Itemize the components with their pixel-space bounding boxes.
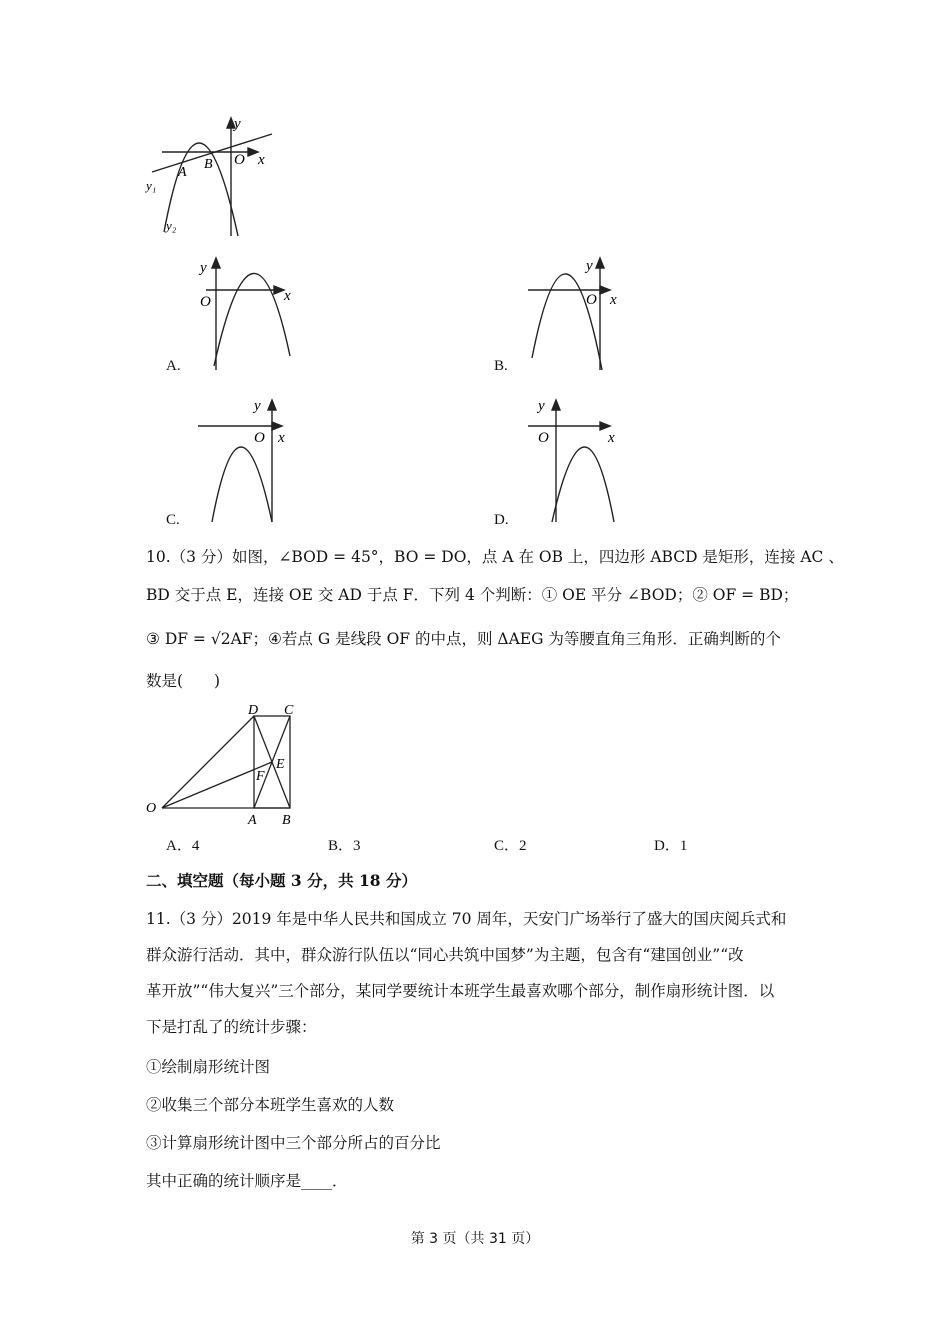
option-c-label[interactable]: C. <box>166 512 180 528</box>
origin-label: O <box>586 292 597 308</box>
stem-y-label: y <box>234 116 241 132</box>
axis-y-label: y <box>254 398 261 414</box>
q9-option-c-graph <box>196 392 306 526</box>
q11-line-4: 下是打乱了的统计步骤： <box>146 1018 317 1036</box>
q10-line-4: 数是( ) <box>146 672 221 690</box>
x-axis-arrow <box>248 148 258 156</box>
label-f: F <box>256 769 265 784</box>
axis-y-label: y <box>586 258 593 274</box>
label-a: A <box>248 813 257 826</box>
q10-option-c[interactable]: C．2 <box>494 838 527 854</box>
parabola <box>212 447 272 522</box>
q10-line-3: ③ DF = √2AF；④若点 G 是线段 OF 的中点，则 ΔAEG 为等腰直角三角形．正确判断的个 <box>146 630 781 648</box>
origin-label: O <box>200 294 211 310</box>
q11-line-2: 群众游行活动．其中，群众游行队伍以“同心共筑中国梦”为主题，包含有“建国创业”“改 <box>146 946 744 964</box>
q11-step-1: ①绘制扇形统计图 <box>146 1058 271 1076</box>
x-axis-arrow <box>274 286 284 294</box>
option-d-label[interactable]: D. <box>494 512 509 528</box>
segment-od <box>162 716 254 808</box>
y-axis-arrow <box>212 258 220 268</box>
label-o: O <box>146 801 157 816</box>
y-axis-arrow <box>552 400 560 410</box>
label-c: C <box>284 703 294 718</box>
option-b-label[interactable]: B. <box>494 358 508 374</box>
page-footer: 第 3 页（共 31 页） <box>410 1231 540 1247</box>
q9-option-b-graph <box>524 248 634 374</box>
parabola <box>532 274 602 370</box>
x-axis-arrow <box>272 422 282 430</box>
x-axis-arrow <box>600 422 610 430</box>
q10-figure <box>142 700 304 826</box>
section-2-title: 二、填空题（每小题 3 分，共 18 分） <box>146 871 417 890</box>
q11-line-3: 革开放”“伟大复兴”三个部分，某同学要统计本班学生最喜欢哪个部分，制作扇形统计图．以 <box>146 982 775 1000</box>
point-b-label: B <box>204 157 213 172</box>
y-axis-arrow <box>596 258 604 268</box>
label-e: E <box>276 757 285 772</box>
point-a-label: A <box>178 165 187 180</box>
origin-label: O <box>538 430 549 446</box>
axis-x-label: x <box>610 292 617 308</box>
q11-line-1: 11.（3 分）2019 年是中华人民共和国成立 70 周年，天安门广场举行了盛大的国庆阅兵式和 <box>146 910 787 928</box>
stem-x-label: x <box>258 152 265 168</box>
q10-line-1: 10.（3 分）如图，∠BOD = 45°，BO = DO，点 A 在 OB 上，四边形 ABCD 是矩形，连接 AC 、 <box>146 548 844 566</box>
axis-x-label: x <box>284 288 291 304</box>
q9-stem-figure <box>140 112 290 238</box>
option-a-label[interactable]: A. <box>166 358 181 374</box>
axis-x-label: x <box>278 430 285 446</box>
x-axis-arrow <box>600 286 610 294</box>
q10-option-b[interactable]: B．3 <box>328 838 361 854</box>
label-d: D <box>248 703 259 718</box>
q10-line-2: BD 交于点 E，连接 OE 交 AD 于点 F．下列 4 个判断：① OE 平分 ∠BOD；② OF = BD； <box>146 586 799 604</box>
q11-step-3: ③计算扇形统计图中三个部分所占的百分比 <box>146 1134 441 1152</box>
y1-label: y₁ <box>146 178 157 193</box>
label-b: B <box>282 813 291 826</box>
q11-question: 其中正确的统计顺序是____． <box>146 1172 348 1190</box>
q10-option-d[interactable]: D．1 <box>654 838 688 854</box>
origin-label: O <box>254 430 265 446</box>
parabola <box>552 447 614 522</box>
q10-option-a[interactable]: A．4 <box>166 838 200 854</box>
axis-x-label: x <box>608 430 615 446</box>
stem-origin-label: O <box>234 152 245 168</box>
q9-option-a-graph <box>196 248 306 374</box>
q11-step-2: ②收集三个部分本班学生喜欢的人数 <box>146 1096 395 1114</box>
axis-y-label: y <box>200 260 207 276</box>
axis-y-label: y <box>538 398 545 414</box>
y2-label: y₂ <box>166 218 177 233</box>
q9-option-d-graph <box>524 392 634 526</box>
y-axis-arrow <box>268 400 276 410</box>
